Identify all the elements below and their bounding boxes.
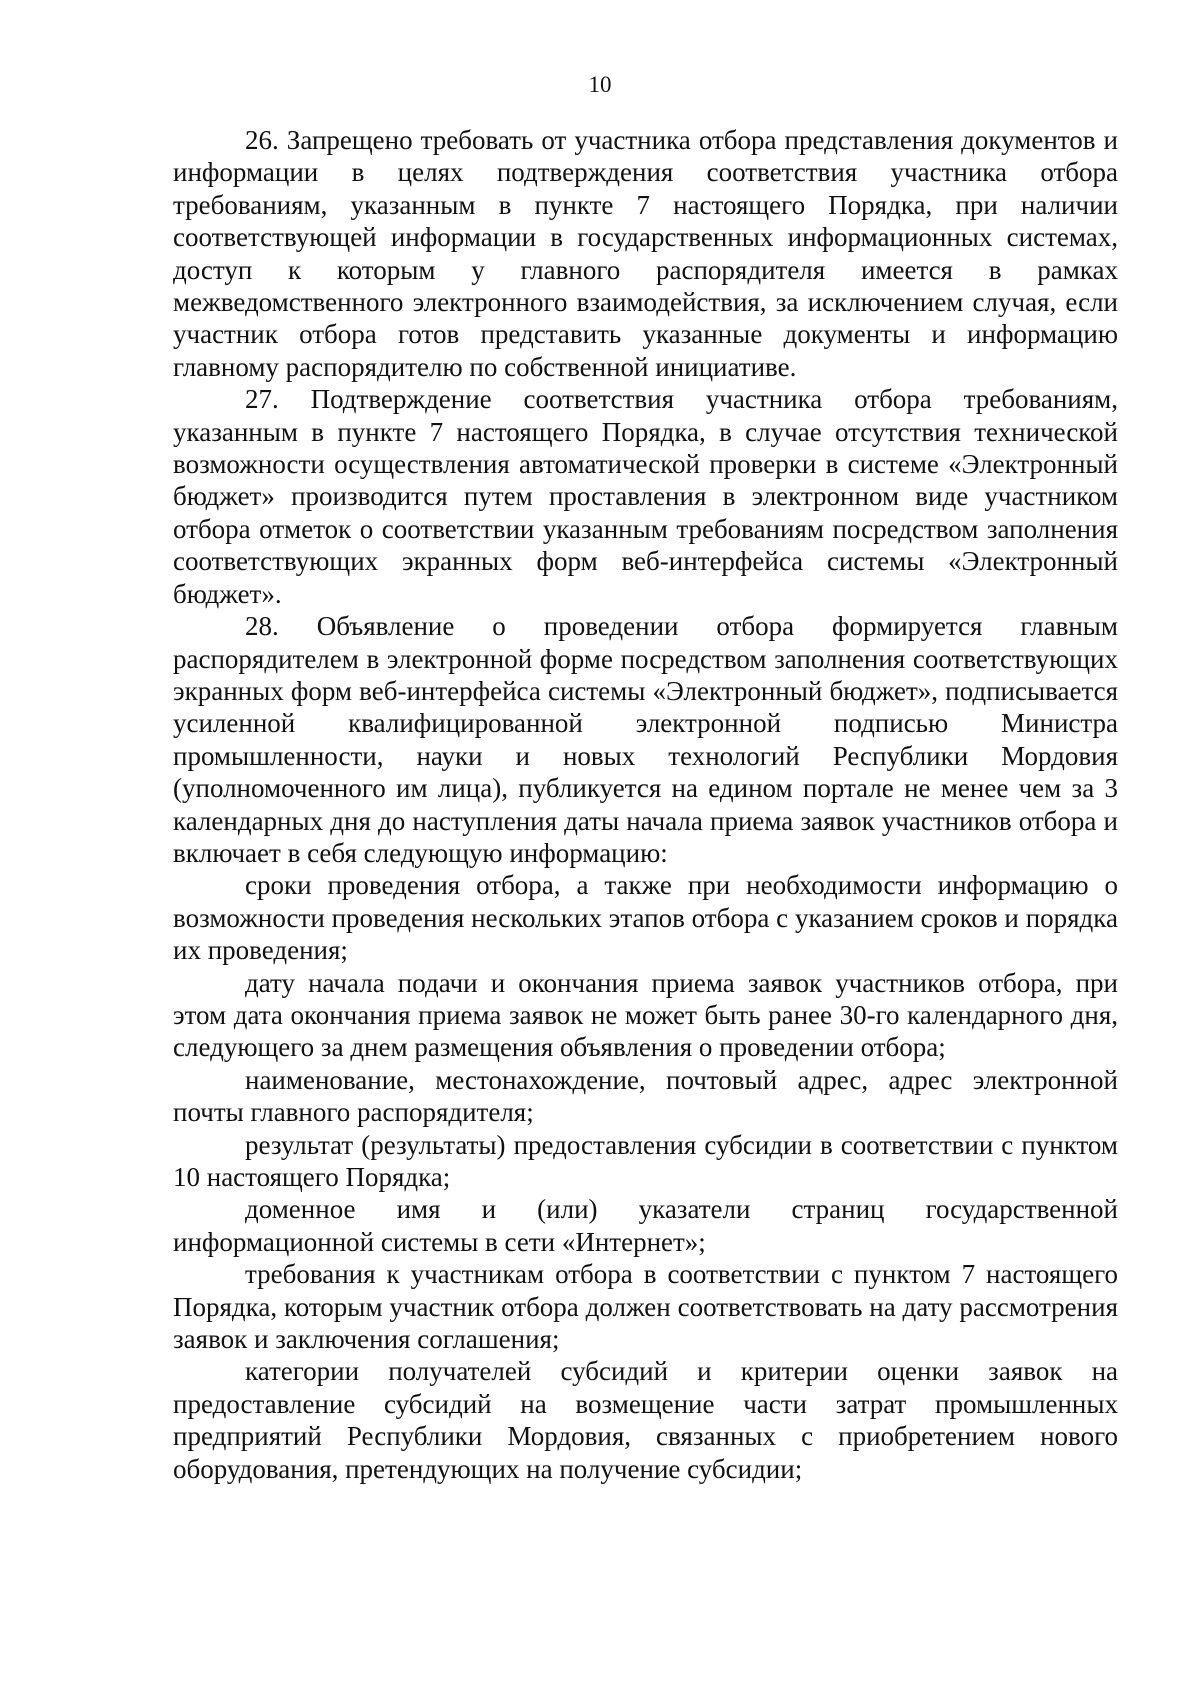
list-item-domain: доменное имя и (или) указатели страниц государственной информационной системы в сети «Интернет»; (173, 1194, 1118, 1257)
page-number: 10 (588, 72, 612, 97)
list-item-results: результат (результаты) предоставления субсидии в соответствии с пунктом 10 настоящего Порядка; (173, 1129, 1118, 1192)
document-body (173, 124, 1118, 1485)
list-item-requirements: требования к участникам отбора в соответствии с пунктом 7 настоящего Порядка, которым участник отбора должен соответствовать на дату рассмотрения заявок и заключения соглашения; (173, 1259, 1118, 1355)
paragraph-26: 26. Запрещено требовать от участника отбора представления документов и информации в целях подтверждения соответствия участника отбора требованиям, указанным в пункте 7 настоящего Порядка, при наличии соответствующей информации в государственных информационных системах, доступ к которым у главного распорядителя имеется в рамках межведомственного электронного взаимодействия, за исключением случая, если участник отбора готов представить указанные документы и информацию главному распорядителю по собственной инициативе. (173, 125, 1118, 382)
list-item-terms: сроки проведения отбора, а также при необходимости информацию о возможности проведения нескольких этапов отбора с указанием сроков и порядка их проведения; (173, 870, 1118, 966)
list-item-contacts: наименование, местонахождение, почтовый адрес, адрес электронной почты главного распорядителя; (173, 1064, 1118, 1128)
list-item-categories: категории получателей субсидий и критерии оценки заявок на предоставление субсидий на возмещение части затрат промышленных предприятий Республики Мордовия, связанных с приобретением нового оборудования, претендующих на получение субсидии; (173, 1356, 1118, 1484)
paragraph-28: 28. Объявление о проведении отбора формируется главным распорядителем в электронной форме посредством заполнения соответствующих экранных форм веб-интерфейса системы «Электронный бюджет», подписывается усиленной квалифицированной электронной подписью Министра промышленности, науки и новых технологий Республики Мордовия (уполномоченного им лица), публикуется на едином портале не менее чем за 3 календарных дня до наступления даты начала приема заявок участников отбора и включает в себя следующую информацию: (173, 611, 1118, 868)
list-item-dates: дату начала подачи и окончания приема заявок участников отбора, при этом дата окончания приема заявок не может быть ранее 30-го календарного дня, следующего за днем размещения объявления о проведении отбора; (173, 967, 1118, 1063)
paragraph-27: 27. Подтверждение соответствия участника отбора требованиям, указанным в пункте 7 настоящего Порядка, в случае отсутствия технической возможности осуществления автоматической проверки в системе «Электронный бюджет» производится путем проставления в электронном виде участником отбора отметок о соответствии указанным требованиям посредством заполнения соответствующих экранных форм веб-интерфейса системы «Электронный бюджет». (173, 384, 1118, 609)
